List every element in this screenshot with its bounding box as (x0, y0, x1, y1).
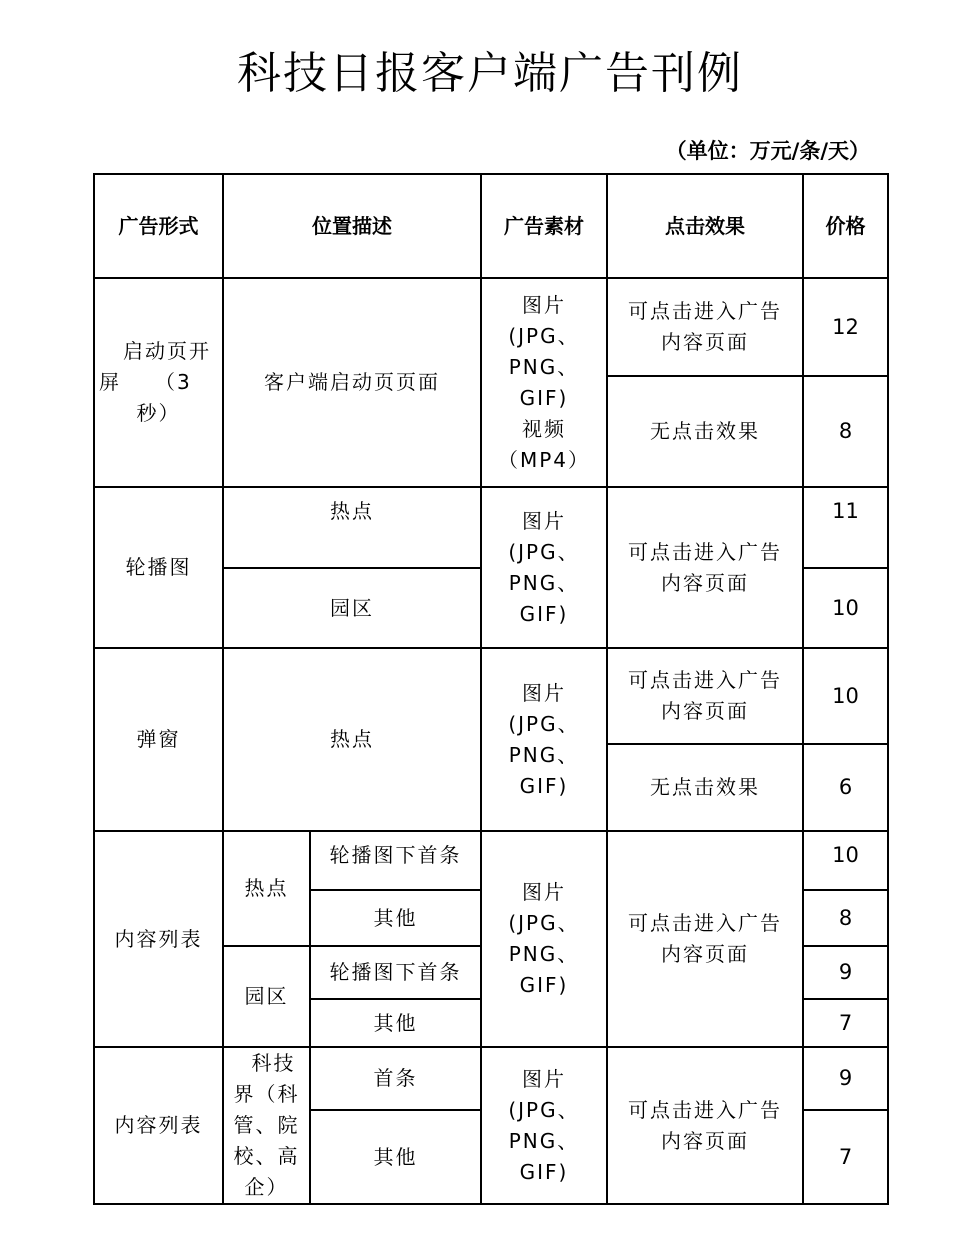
material-formats: (JPG、PNG、 (508, 711, 580, 767)
cell-price: 11 (803, 487, 888, 568)
material-formats-gif: GIF) (519, 973, 569, 997)
cell-sub-first: 首条 (310, 1047, 481, 1110)
material-formats: (JPG、PNG、 (508, 911, 580, 966)
material-formats-gif: GIF) (519, 385, 569, 410)
material-image: 图片 (522, 1066, 566, 1091)
cell-ad-type-list: 内容列表 (94, 831, 223, 1047)
cell-sub-other: 其他 (310, 1110, 481, 1204)
cell-price: 9 (803, 1047, 888, 1110)
cell-sub-other: 其他 (310, 999, 481, 1047)
header-price: 价格 (803, 174, 888, 278)
cell-ad-type-popup: 弹窗 (94, 648, 223, 831)
material-formats: (JPG、PNG、 (508, 323, 580, 379)
effect-line1: 可点击进入广告 (628, 1097, 782, 1122)
cell-price: 6 (803, 744, 888, 831)
table-row (94, 831, 888, 890)
cell-price: 8 (803, 376, 888, 487)
tech-line1: 科技 (251, 1051, 296, 1075)
tech-line2: 界（科 (233, 1082, 300, 1106)
material-formats: (JPG、PNG、 (508, 539, 580, 595)
material-formats-gif: GIF) (519, 601, 569, 626)
cell-sub-other: 其他 (310, 890, 481, 946)
cell-material-list (481, 831, 607, 1047)
effect-line1: 可点击进入广告 (628, 539, 782, 564)
material-formats-gif: GIF) (519, 773, 569, 798)
header-click-effect: 点击效果 (607, 174, 803, 278)
tech-line4: 校、高 (233, 1144, 300, 1168)
table-row (94, 1047, 888, 1110)
header-material: 广告素材 (481, 174, 607, 278)
material-image: 图片 (522, 880, 566, 904)
table-row (94, 278, 888, 376)
cell-effect-click (607, 1047, 803, 1204)
effect-line1: 可点击进入广告 (628, 668, 782, 692)
cell-group-tech (223, 1047, 310, 1204)
cell-effect-click (607, 648, 803, 744)
table-row (94, 648, 888, 744)
launch-type-line2: 屏 （3 (99, 370, 192, 394)
effect-line2: 内容页面 (661, 699, 749, 723)
effect-line2: 内容页面 (661, 1128, 749, 1153)
header-position: 位置描述 (223, 174, 481, 278)
tech-line5: 企） (244, 1175, 289, 1199)
unit-note: （单位：万元/条/天） (665, 139, 870, 163)
cell-material-popup (481, 648, 607, 831)
material-formats: (JPG、PNG、 (508, 1097, 580, 1153)
cell-effect-click (607, 487, 803, 648)
material-formats-gif: GIF) (519, 1159, 569, 1184)
cell-price: 12 (803, 278, 888, 376)
cell-effect-noclick: 无点击效果 (607, 744, 803, 831)
cell-price: 10 (803, 568, 888, 648)
material-image: 图片 (522, 508, 566, 533)
effect-line2: 内容页面 (661, 330, 749, 354)
material-image: 图片 (522, 680, 566, 705)
launch-type-line1: 启动页开 (123, 339, 211, 363)
cell-effect-click (607, 831, 803, 1047)
material-video: 视频（MP4） (497, 416, 591, 472)
tech-line3: 管、院 (233, 1113, 300, 1137)
cell-price: 8 (803, 890, 888, 946)
effect-line1: 可点击进入广告 (628, 299, 782, 323)
cell-position-hot: 热点 (223, 487, 481, 568)
cell-position-popup: 热点 (223, 648, 481, 831)
cell-position-park: 园区 (223, 568, 481, 648)
cell-ad-type-launch (94, 278, 223, 487)
cell-effect-click (607, 278, 803, 376)
cell-material-carousel (481, 487, 607, 648)
cell-group-park: 园区 (223, 946, 310, 1047)
table-header-row (94, 174, 888, 278)
cell-price: 10 (803, 831, 888, 890)
cell-position-launch: 客户端启动页页面 (223, 278, 481, 487)
material-image: 图片 (522, 292, 566, 317)
cell-ad-type-list: 内容列表 (94, 1047, 223, 1204)
cell-sub-first: 轮播图下首条 (310, 831, 481, 890)
page-title: 科技日报客户端广告刊例 (237, 48, 743, 99)
cell-price: 7 (803, 1110, 888, 1204)
launch-type-line3: 秒） (136, 401, 181, 425)
cell-price: 7 (803, 999, 888, 1047)
effect-line2: 内容页面 (661, 570, 749, 595)
cell-price: 10 (803, 648, 888, 744)
cell-material-launch (481, 278, 607, 487)
cell-material-list2 (481, 1047, 607, 1204)
effect-line2: 内容页面 (661, 942, 749, 966)
ad-rate-table (93, 173, 889, 1205)
effect-line1: 可点击进入广告 (628, 911, 782, 935)
header-ad-type: 广告形式 (94, 174, 223, 278)
cell-sub-first: 轮播图下首条 (310, 946, 481, 999)
cell-group-hot: 热点 (223, 831, 310, 946)
cell-ad-type-carousel: 轮播图 (94, 487, 223, 648)
cell-effect-noclick: 无点击效果 (607, 376, 803, 487)
table-row (94, 487, 888, 568)
cell-price: 9 (803, 946, 888, 999)
